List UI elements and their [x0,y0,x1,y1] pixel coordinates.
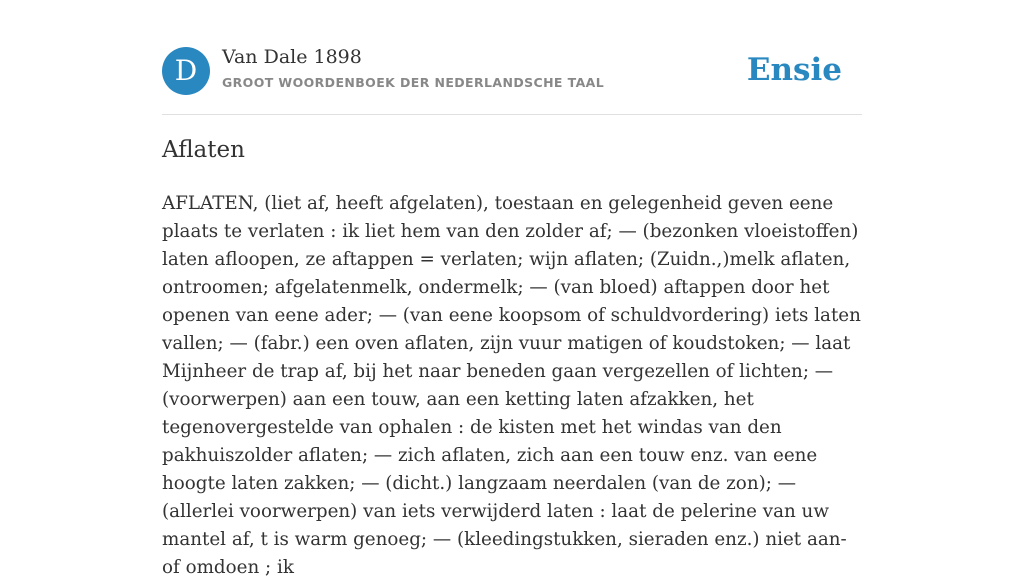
source-avatar[interactable]: D [162,47,210,95]
ensie-logo-link[interactable]: Ensie [746,52,842,88]
source-title-link[interactable]: Van Dale 1898 [222,46,362,68]
source-header [162,0,862,115]
entry-title: Aflaten [162,137,245,163]
page-container [162,0,862,578]
source-subtitle: GROOT WOORDENBOEK DER NEDERLANDSCHE TAAL [222,75,605,90]
entry-definition-text: AFLATEN, (liet af, heeft afgelaten), toestaan en gelegenheid geven eene plaats te verlaten : ik liet hem van den zolder af; — (bezonken vloeistoffen) laten afloopen, ze aftappen = verlaten; wijn aflaten; (Zuidn.,)melk aflaten, ontroomen; afgelatenmelk, ondermelk; — (van bloed) aftappen door het openen van eene ader; — (van eene koopsom of schuldvordering) iets laten vallen; — (fabr.) een oven aflaten, zijn vuur matigen of koudstoken; — laat Mijnheer de trap af, bij het naar beneden gaan vergezellen of lichten; — (voorwerpen) aan een touw, aan een ketting laten afzakken, het tegenovergestelde van ophalen : de kisten met het windas van den pakhuiszolder aflaten; — zich aflaten, zich aan een touw enz. van eene hoogte laten zakken; — (dicht.) langzaam neerdalen (van de zon); — (allerlei voorwerpen) van iets verwijderd laten : laat de pelerine van uw mantel af, t is warm genoeg; — (kleedingstukken, sieraden enz.) niet aan- of omdoen ; ik [162,193,861,578]
